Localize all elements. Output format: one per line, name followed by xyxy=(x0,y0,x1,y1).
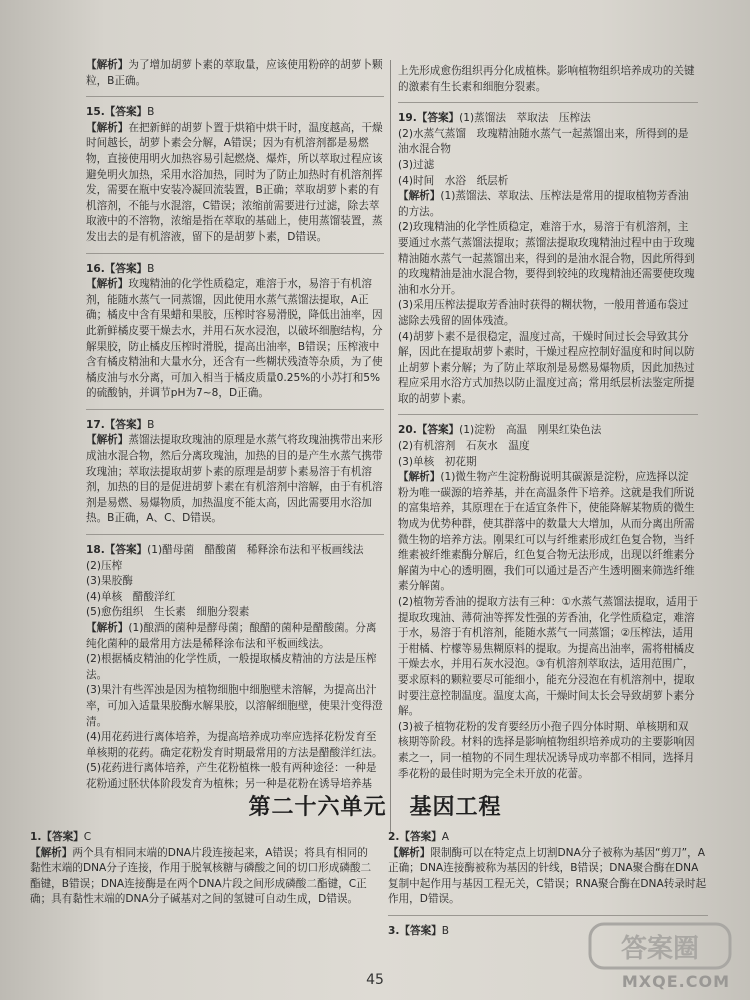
explanation-line xyxy=(398,189,698,220)
explanation-line xyxy=(388,846,708,908)
entry-text: 在把新鲜的胡萝卜置于烘箱中烘干时，温度越高，干燥时间越长，胡萝卜素会分解，A错误；因为有机溶剂都是易燃物，直接使用明火加热容易引起燃烧、爆炸，所以萃取过程应该避免明火加热，采用水浴加热，同时为了防止加热时有机溶剂挥发，需要在瓶中安装冷凝回流装置，B正确；萃取胡萝卜素的有机溶剂，不能与水混溶，C错误；浓缩前需要进行过滤，除去萃取液中的不溶物，浓缩是指在萃取的基础上，使用蒸馏装置，蒸发出去的是有机溶液，留下的是胡萝卜素，D错误。 xyxy=(86,121,383,243)
explanation-line xyxy=(86,433,384,527)
answer-line xyxy=(388,830,708,846)
entry-text: (3)过滤 xyxy=(398,158,435,171)
explanation-line xyxy=(86,574,384,590)
explanation-line xyxy=(86,621,384,652)
entry-label: 2.【答案】 xyxy=(388,831,442,843)
entry-text: (4)单核 醋酸洋红 xyxy=(86,590,176,603)
answer-line xyxy=(398,111,698,127)
entry-label: 【解析】 xyxy=(86,278,129,291)
left-column xyxy=(86,58,384,793)
entry-text: (4)胡萝卜素不是很稳定，温度过高，干燥时间过长会导致其分解，因此在提取胡萝卜素时，干燥过程应控制好温度和时间以防止胡萝卜素分解；为了防止萃取剂是易燃易爆物质，因此加热过程应采用水浴方式加热以防止温度过高；常用纸层析法鉴定所提取的胡萝卜素。 xyxy=(398,330,695,405)
entry-text: B xyxy=(147,262,155,275)
entry-text: 两个具有相同末端的DNA片段连接起来，A错误；将具有相同的黏性末端的DNA分子连接，作用于脱氧核糖与磷酸之间的切口形成磷酸二酯键，B错误；DNA连接酶是在两个DNA片段之间形成磷酸二酯键，C正确；具有黏性末端的DNA分子碱基对之间的氢键可自动生成，D错误。 xyxy=(30,846,372,906)
explanation-line xyxy=(86,730,384,761)
right-column xyxy=(398,64,698,782)
entry-text: A xyxy=(441,831,450,843)
answer-line xyxy=(86,105,384,121)
entry-text: (2)玫瑰精油的化学性质稳定，难溶于水，易溶于有机溶剂，主要通过水蒸气蒸馏法提取；蒸馏法提取玫瑰精油过程中由于玫瑰精油随水蒸气一起蒸馏出来，得到的是油水混合物，因此所得到的玫瑰精油是油水混合物，要得到较纯的玫瑰精油还需要使玫瑰油和水分开。 xyxy=(398,221,695,296)
question-separator xyxy=(86,96,384,97)
answer-line xyxy=(30,830,372,846)
explanation-line xyxy=(86,761,384,792)
entry-text: (2)根据橘皮精油的化学性质，一般提取橘皮精油的方法是压榨法。 xyxy=(86,653,377,681)
entry-text: B xyxy=(441,924,450,937)
explanation-line xyxy=(398,455,698,471)
explanation-line xyxy=(86,58,384,89)
entry-text: 上先形成愈伤组织再分化成植株。影响植物组织培养成功的关键的激素有生长素和细胞分裂素。 xyxy=(398,65,695,93)
entry-label: 【解析】 xyxy=(86,622,129,634)
entry-label: 19.【答案】 xyxy=(398,112,460,125)
entry-text: (4)时间 水浴 纸层析 xyxy=(398,174,509,187)
watermark-logo-icon xyxy=(586,918,736,974)
explanation-line xyxy=(86,605,384,621)
answer-line xyxy=(86,262,384,278)
entry-text: (1)醋母菌 醋酸菌 稀释涂布法和平板画线法 xyxy=(147,544,364,557)
explanation-line xyxy=(398,720,698,782)
answer-line xyxy=(398,423,698,439)
column-divider xyxy=(390,60,391,832)
explanation-line xyxy=(398,439,698,455)
entry-label: 【解析】 xyxy=(86,434,129,447)
entry-text: 蒸馏法提取玫瑰油的原理是水蒸气将玫瑰油携带出来形成油水混合物，然后分离玫瑰油，加热的目的是产生水蒸气携带玫瑰油；萃取法提取胡萝卜素的原理是胡萝卜素易溶于有机溶剂，加热的目的是促进胡萝卜素在有机溶剂中溶解，由于有机溶剂是易燃、易爆物质，加热温度不能太高，因此需要用水浴加热。B正确，A、C、D错误。 xyxy=(86,434,383,525)
watermark-logo-text: 答案圈 xyxy=(620,934,700,964)
entry-text: (5)花药进行离体培养，产生花粉植株一般有两种途径：一种是花粉通过胚状体阶段发育为植株；另一种是花粉在诱导培养基 xyxy=(86,762,377,790)
entry-label: 1.【答案】 xyxy=(30,831,84,843)
answer-line xyxy=(86,543,384,559)
explanation-line xyxy=(86,121,384,246)
entry-text: (2)压榨 xyxy=(86,559,123,572)
answer-line xyxy=(86,418,384,434)
explanation-line xyxy=(398,158,698,174)
entry-text: (2)水蒸气蒸馏 玫瑰精油随水蒸气一起蒸馏出来，所得到的是油水混合物 xyxy=(398,127,689,156)
entry-label: 17.【答案】 xyxy=(86,418,148,431)
explanation-line xyxy=(398,298,698,329)
entry-text: (1)蒸馏法、萃取法、压榨法是常用的提取植物芳香油的方法。 xyxy=(398,190,689,218)
entry-text: 为了增加胡萝卜素的萃取量，应该使用粉碎的胡萝卜颗粒，B正确。 xyxy=(86,59,383,87)
entry-label: 【解析】 xyxy=(388,846,431,859)
entry-label: 【解析】 xyxy=(86,121,129,134)
entry-text: (1)蒸馏法 萃取法 压榨法 xyxy=(459,112,591,125)
question-separator xyxy=(388,915,708,916)
explanation-line xyxy=(398,470,698,595)
entry-label: 【解析】 xyxy=(398,471,441,484)
entry-text: B xyxy=(147,106,155,119)
entry-text: 限制酶可以在特定点上切割DNA分子被称为基因“剪刀”，A正确；DNA连接酶被称为基因的针线，B错误；DNA聚合酶在DNA复制中起作用与基因工程无关，C错误；RNA聚合酶在DNA转录时起作用，D错误。 xyxy=(388,846,707,906)
entry-label: 18.【答案】 xyxy=(86,544,148,557)
entry-text: (1)淀粉 高温 刚果红染色法 xyxy=(459,424,602,437)
explanation-line xyxy=(398,174,698,190)
explanation-line xyxy=(30,846,372,908)
entry-text: (1)酿酒的菌种是酵母菌；酿醋的菌种是醋酸菌。分离纯化菌种的最常用方法是稀释涂布法和平板画线法。 xyxy=(86,622,377,650)
page-number: 45 xyxy=(366,972,384,988)
entry-label: 16.【答案】 xyxy=(86,262,148,275)
question-separator xyxy=(398,102,698,103)
entry-text: (2)植物芳香油的提取方法有三种：①水蒸气蒸馏法提取，适用于提取玫瑰油、薄荷油等挥发性强的芳香油，化学性质稳定，难溶于水，易溶于有机溶剂，能随水蒸气一同蒸馏；②压榨法，适用于柑橘、柠檬等易焦糊原料的提取。为提高出油率，需将柑橘皮干燥去水，并用石灰水浸泡。③有机溶剂萃取法，适用范围广，要求原料的颗粒要尽可能细小，能充分浸泡在有机溶剂中，提取时要注意控制温度。温度太高，干燥时间太长会导致胡萝卜素分解。 xyxy=(398,596,698,718)
entry-text: (4)用花药进行离体培养，为提高培养成功率应选择花粉发育至单核期的花药。确定花粉发育时期最常用的方法是醋酸洋红法。 xyxy=(86,731,383,759)
explanation-line xyxy=(86,652,384,683)
entry-label: 20.【答案】 xyxy=(398,424,460,437)
entry-text: (3)果汁有些浑浊是因为植物细胞中细胞壁未溶解，为提高出汁率，可加入适量果胶酶水解果胶，以溶解细胞壁，使果汁变得澄清。 xyxy=(86,684,383,728)
entry-text: (3)单核 初花期 xyxy=(398,455,477,468)
bottom-left-column xyxy=(30,830,372,908)
entry-text: C xyxy=(83,831,92,843)
entry-label: 3.【答案】 xyxy=(388,924,442,937)
entry-label: 15.【答案】 xyxy=(86,106,148,119)
question-separator xyxy=(86,409,384,410)
entry-text: B xyxy=(147,418,155,431)
entry-text: (3)采用压榨法提取芳香油时获得的糊状物，一般用普通布袋过滤除去残留的固体残渣。 xyxy=(398,299,689,327)
explanation-line xyxy=(86,277,384,402)
explanation-line xyxy=(86,590,384,606)
watermark-site: MXQE.COM xyxy=(621,972,730,991)
entry-text: 玫瑰精油的化学性质稳定，难溶于水，易溶于有机溶剂，能随水蒸气一同蒸馏，因此使用水蒸气蒸馏法提取，A正确；橘皮中含有果蜡和果胶，压榨时容易滑脱，降低出油率，因此新鲜橘皮要干燥去水，并用石灰水浸泡，以破坏细胞结构，分解果胶，防止橘皮压榨时滑脱，提高出油率，B错误；压榨液中含有橘皮精油和大量水分，还含有一些糊状残渣等杂质，为了使橘皮油与水分离，可加入相当于橘皮质量0.25%的小苏打和5%的硫酸钠，并调节pH为7~8，D正确。 xyxy=(86,278,383,400)
entry-text: (1)微生物产生淀粉酶说明其碳源是淀粉，应选择以淀粉为唯一碳源的培养基，并在高温条件下培养。这就是我们所说的富集培养，其原理在于在适宜条件下，使能降解某物质的微生物成为优势种群，使其群落中的数量大大增加，从而分离出所需微生物的培养方法。刚果红可以与纤维素形成红色复合物，当纤维素被纤维素酶分解后，红色复合物无法形成，出现以纤维素分解菌为中心的透明圈，我们可以通过是否产生透明圈来筛选纤维素分解菌。 xyxy=(398,471,695,593)
entry-label: 【解析】 xyxy=(86,59,129,71)
entry-text: (3)果胶酶 xyxy=(86,575,133,588)
explanation-line xyxy=(86,683,384,730)
entry-text: (3)被子植物花粉的发育要经历小孢子四分体时期、单核期和双核期等阶段。材料的选择是影响植物组织培养成功的主要影响因素之一，同一植物的不同生理状况诱导成功率都不相同，选择月季花粉的最佳时期为完全未开放的花蕾。 xyxy=(398,720,695,780)
explanation-line xyxy=(398,330,698,408)
entry-label: 【解析】 xyxy=(398,190,441,203)
explanation-line xyxy=(398,220,698,298)
question-separator xyxy=(86,534,384,535)
explanation-line xyxy=(86,559,384,575)
entry-label: 【解析】 xyxy=(30,846,73,859)
explanation-line xyxy=(398,127,698,158)
question-separator xyxy=(398,414,698,415)
entry-text: (2)有机溶剂 石灰水 温度 xyxy=(398,440,530,453)
question-separator xyxy=(86,253,384,254)
explanation-line xyxy=(398,595,698,720)
explanation-line xyxy=(398,64,698,95)
entry-text: (5)愈伤组织 生长素 细胞分裂素 xyxy=(86,606,250,619)
unit-title: 第二十六单元 基因工程 xyxy=(248,794,502,820)
